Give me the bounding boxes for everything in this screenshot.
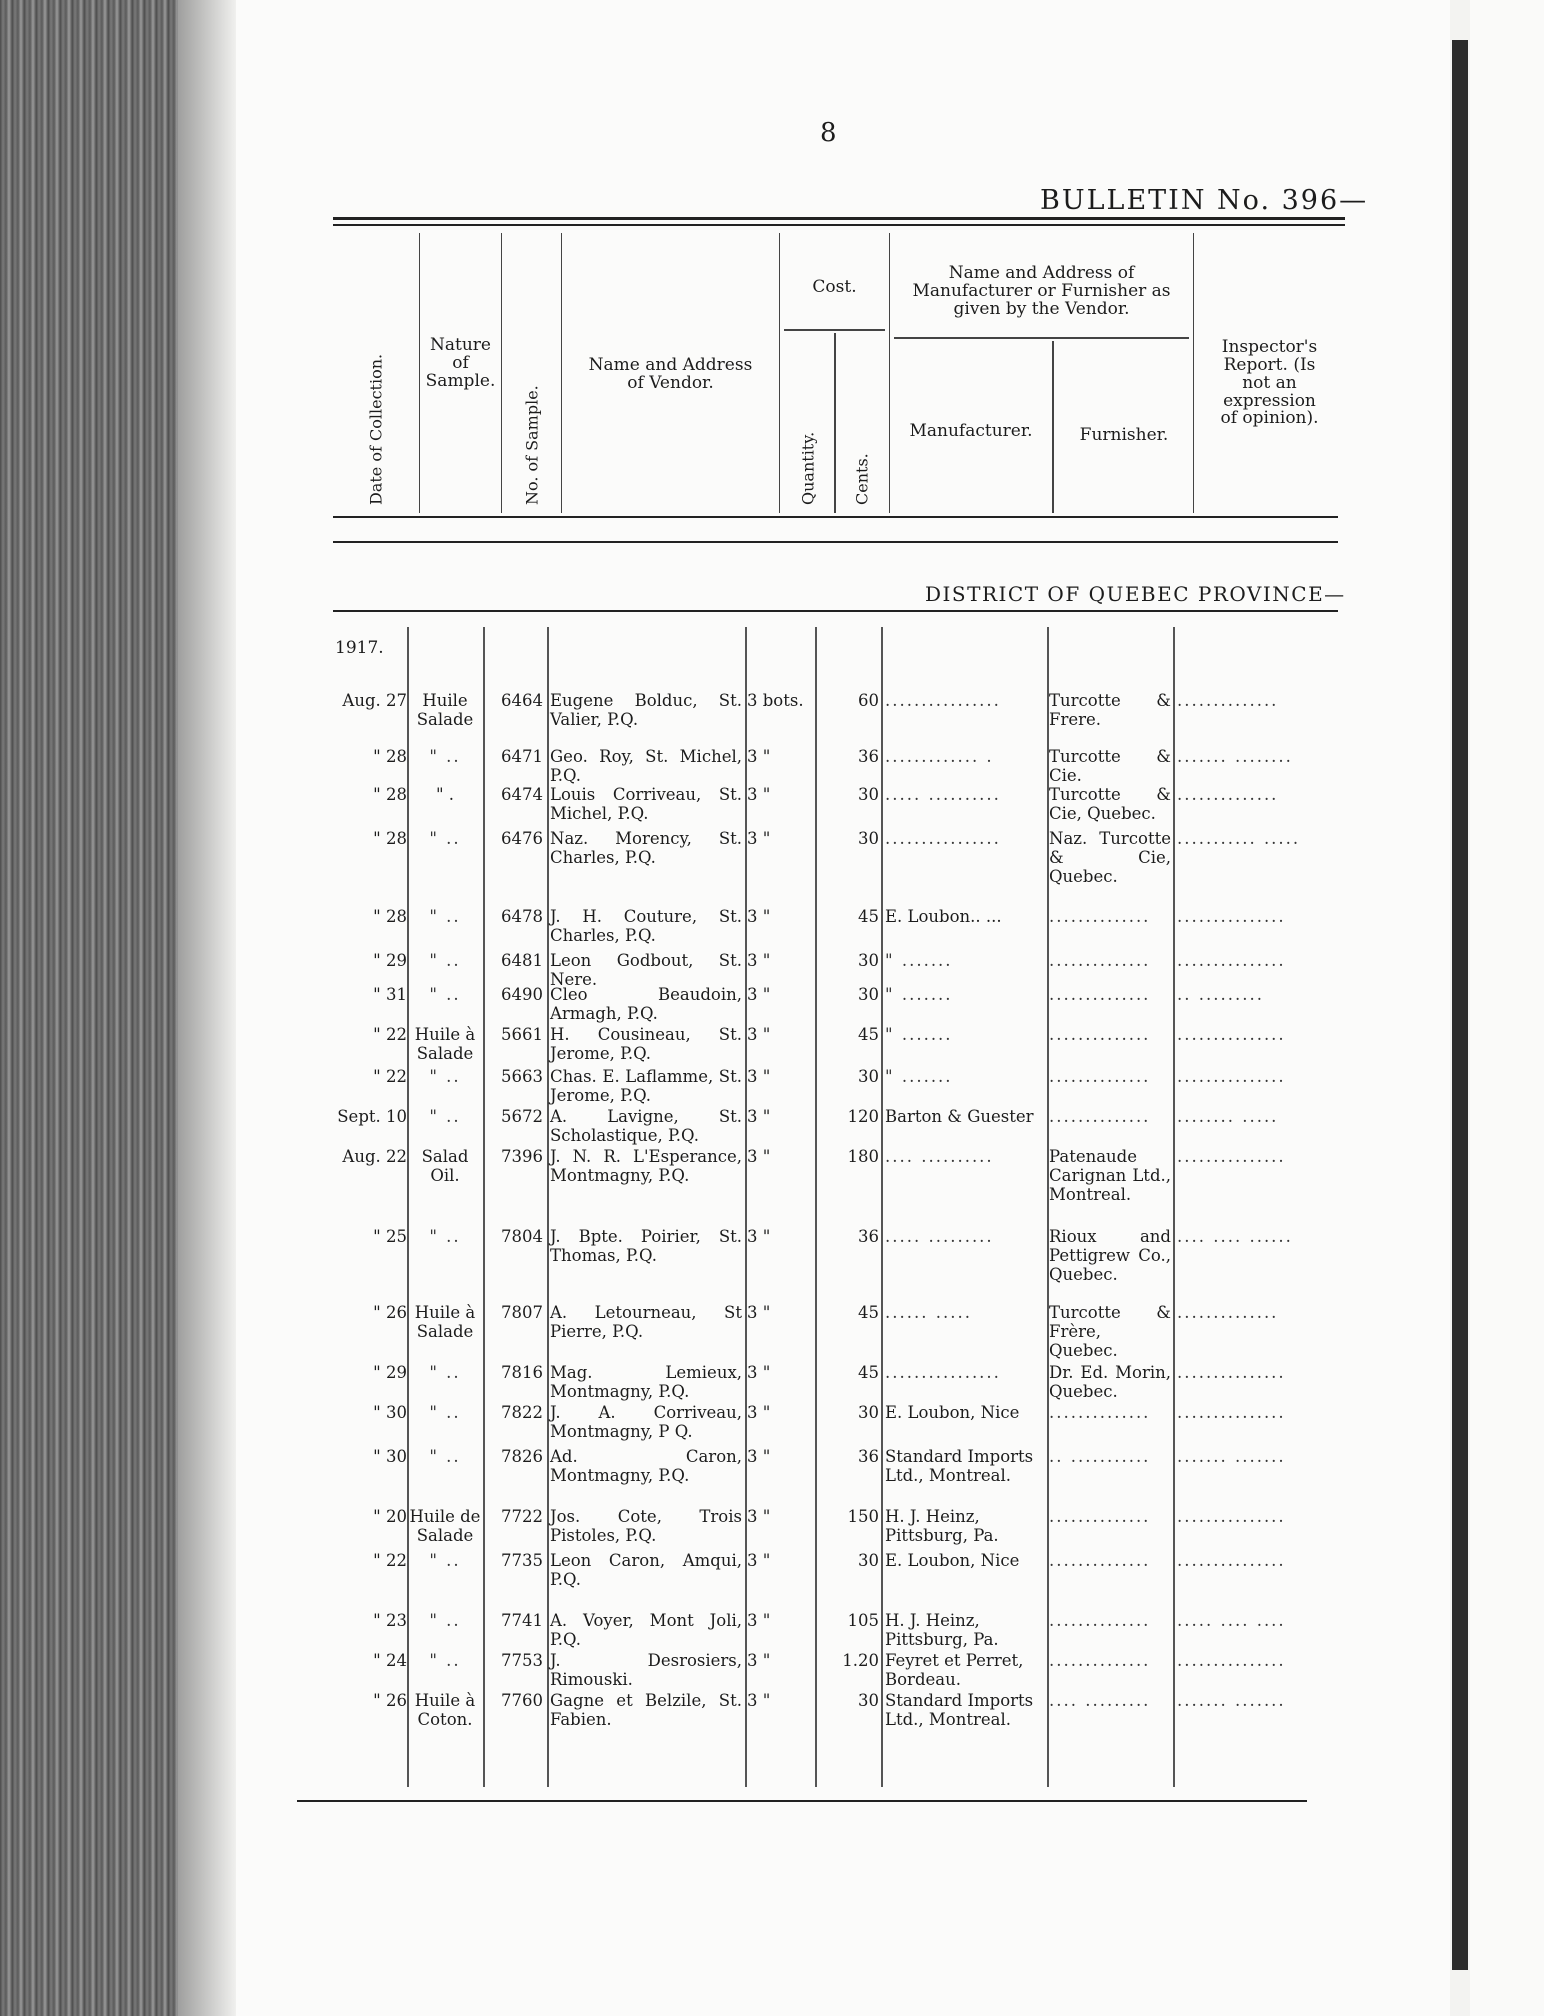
cell-date: " 25 [373,1227,407,1246]
cell-furnisher: Turcotte & Frere. [1049,691,1171,729]
cell-manufacturer: Barton & Guester [885,1107,1034,1126]
cell-cents: 36 [858,1447,879,1466]
cell-date: Sept. 10 [337,1107,407,1126]
cell-furnisher: .............. [1049,1551,1151,1570]
cell-qty: 3 " [747,1551,771,1570]
cell-qty: 3 " [747,1651,771,1670]
cell-cents: 36 [858,1227,879,1246]
cell-furnisher: .... ......... [1049,1691,1151,1710]
header-top-rule [333,217,1345,220]
cell-manufacturer: ..... ......... [885,1227,994,1246]
cell-date: " 22 [373,1067,407,1086]
cell-cents: 30 [858,785,879,804]
cell-qty: 3 " [747,747,771,766]
cell-report: ........... ..... [1177,829,1301,848]
header-number-cell [501,233,561,513]
cell-vendor: Mag. Lemieux, Montmagny, P.Q. [550,1363,742,1401]
cell-date: " 30 [373,1447,407,1466]
cell-vendor: H. Cousineau, St. Jerome, P.Q. [550,1025,742,1063]
cell-manufacturer: H. J. Heinz, Pittsburg, Pa. [885,1611,999,1649]
cell-cents: 60 [858,691,879,710]
table-row [297,1147,1343,1204]
cell-nature: " .. [429,951,461,970]
cell-furnisher: .............. [1049,1067,1151,1086]
cell-nature: " . [435,785,455,804]
cell-report: ............... [1177,907,1286,926]
cell-cents: 120 [847,1107,879,1126]
cell-cents: 30 [858,1403,879,1422]
cell-manufacturer: Feyret et Perret, Bordeau. [885,1651,1024,1689]
header-cost: Cost. [812,277,857,297]
cell-no: 7735 [501,1551,543,1570]
cell-manufacturer: ................ [885,829,1001,848]
cell-date: " 26 [373,1303,407,1322]
cell-date: Aug. 27 [342,691,407,710]
cell-vendor: Eugene Bolduc, St. Valier, P.Q. [550,691,742,729]
cell-date: " 28 [373,785,407,804]
cell-nature: Huile à Salade [414,1025,476,1063]
cell-manufacturer: " ....... [885,1025,953,1044]
cell-report: ............... [1177,1507,1286,1526]
cell-qty: 3 " [747,985,771,1004]
cell-manufacturer: E. Loubon, Nice [885,1403,1020,1422]
year-label: 1917. [335,638,384,658]
table-row [297,1507,1343,1557]
table-bottom-rule [297,1800,1307,1802]
cell-date: " 26 [373,1691,407,1710]
cell-vendor: J. N. R. L'Esperance, Montmagny, P.Q. [550,1147,742,1185]
cell-no: 7396 [501,1147,543,1166]
cell-qty: 3 " [747,1025,771,1044]
cell-no: 5661 [501,1025,543,1044]
cell-vendor: A. Letourneau, St Pierre, P.Q. [550,1303,742,1341]
header-cents: Cents. [852,453,872,505]
cell-vendor: Ad. Caron, Montmagny, P.Q. [550,1447,742,1485]
cell-vendor: Geo. Roy, St. Michel, P.Q. [550,747,742,785]
cell-report: ....... ....... [1177,1691,1286,1710]
cell-no: 7826 [501,1447,543,1466]
cell-no: 6490 [501,985,543,1004]
cell-manufacturer: E. Loubon.. ... [885,907,1002,926]
header-manufacturer-group: Name and Address of Manufacturer or Furnisher as given by the Vendor. [912,263,1171,319]
cell-manufacturer: Standard Imports Ltd., Montreal. [885,1691,1034,1729]
manufacturer-divider [894,337,1189,339]
cell-cents: 180 [847,1147,879,1166]
cell-date: " 22 [373,1551,407,1570]
cell-nature: " .. [429,1611,461,1630]
cell-cents: 30 [858,985,879,1004]
cell-report: .............. [1177,1303,1279,1322]
cell-furnisher: .. ........... [1049,1447,1151,1466]
cell-date: " 28 [373,829,407,848]
cell-vendor: Leon Godbout, St. Nere. [550,951,742,989]
cell-cents: 45 [858,1363,879,1382]
header-manufacturer: Manufacturer. [909,421,1033,441]
header-manufacturer-cell [889,233,1193,513]
cell-date: " 28 [373,747,407,766]
cell-date: " 22 [373,1025,407,1044]
cell-nature: " .. [429,1227,461,1246]
cell-report: ............... [1177,1025,1286,1044]
cell-nature: " .. [429,1067,461,1086]
header-nature: Nature of Sample. [425,335,496,391]
cell-report: ............... [1177,1363,1286,1382]
cell-furnisher: .............. [1049,907,1151,926]
cell-nature: " .. [429,1447,461,1466]
table-header [333,233,1345,513]
cost-split [834,333,836,513]
cell-qty: 3 bots. [747,691,804,710]
cell-nature: " .. [429,907,461,926]
cell-no: 7807 [501,1303,543,1322]
cell-report: ............... [1177,1403,1286,1422]
header-nature-cell [419,233,501,513]
cell-no: 6474 [501,785,543,804]
district-heading: DISTRICT OF QUEBEC PROVINCE— [925,582,1346,606]
cell-qty: 3 " [747,1147,771,1166]
cell-manufacturer: " ....... [885,985,953,1004]
header-report: Inspector's Report. (Is not an expression of opinion). [1220,337,1319,429]
cell-date: " 30 [373,1403,407,1422]
cell-furnisher: Rioux and Pettigrew Co., Quebec. [1049,1227,1171,1284]
table-row [297,1551,1343,1601]
cell-report: ............... [1177,1067,1286,1086]
cell-date: " 28 [373,907,407,926]
bulletin-title: BULLETIN No. 396— [1040,185,1369,216]
cell-manufacturer: .... .......... [885,1147,994,1166]
district-rule [333,610,1338,612]
cell-no: 6464 [501,691,543,710]
cell-manufacturer: " ....... [885,951,953,970]
cell-furnisher: Dr. Ed. Morin, Quebec. [1049,1363,1171,1401]
cell-report: .. ......... [1177,985,1264,1004]
cell-manufacturer: " ....... [885,1067,953,1086]
page-gutter [1452,40,1468,1970]
table-row [297,1447,1343,1497]
table-body [297,627,1343,1802]
cell-nature: " .. [429,747,461,766]
cell-no: 5672 [501,1107,543,1126]
header-report-cell [1193,233,1345,513]
cell-nature: Huile Salade [416,691,474,729]
cell-no: 6471 [501,747,543,766]
cell-cents: 150 [847,1507,879,1526]
cell-manufacturer: ...... ..... [885,1303,972,1322]
cell-manufacturer: ................ [885,691,1001,710]
cell-nature: " .. [429,1651,461,1670]
cell-furnisher: .............. [1049,1025,1151,1044]
cell-report: ............... [1177,1551,1286,1570]
cell-vendor: Louis Corriveau, St. Michel, P.Q. [550,785,742,823]
cell-no: 7753 [501,1651,543,1670]
table-row [297,1691,1343,1741]
cell-nature: " .. [429,1107,461,1126]
cell-no: 7816 [501,1363,543,1382]
cell-cents: 105 [847,1611,879,1630]
cell-report: ..... .... .... [1177,1611,1286,1630]
cell-no: 7741 [501,1611,543,1630]
table-row [297,1303,1343,1360]
table-row [297,785,1343,835]
cell-cents: 1.20 [842,1651,879,1670]
cell-report: ............... [1177,1651,1286,1670]
header-date-cell [333,233,419,513]
cell-qty: 3 " [747,1067,771,1086]
cell-qty: 3 " [747,785,771,804]
cell-furnisher: .............. [1049,1403,1151,1422]
cell-no: 6481 [501,951,543,970]
cell-qty: 3 " [747,829,771,848]
cell-date: " 29 [373,1363,407,1382]
cell-nature: " .. [429,1363,461,1382]
table-row [297,1227,1343,1284]
header-date: Date of Collection. [366,353,386,505]
next-page-edge [1470,0,1544,2016]
cell-report: .............. [1177,785,1279,804]
cell-manufacturer: Standard Imports Ltd., Montreal. [885,1447,1034,1485]
cell-qty: 3 " [747,1447,771,1466]
header-quantity: Quantity. [798,431,818,505]
cell-vendor: A. Lavigne, St. Scholastique, P.Q. [550,1107,742,1145]
cell-no: 7804 [501,1227,543,1246]
cell-furnisher: Turcotte & Frère, Quebec. [1049,1303,1171,1360]
cell-no: 5663 [501,1067,543,1086]
cell-qty: 3 " [747,951,771,970]
cell-vendor: Chas. E. Laflamme, St. Jerome, P.Q. [550,1067,742,1105]
table-row [297,829,1343,886]
cell-date: " 20 [373,1507,407,1526]
cell-furnisher: Patenaude Carignan Ltd., Montreal. [1049,1147,1171,1204]
cell-manufacturer: ................ [885,1363,1001,1382]
header-top-rule-2 [333,224,1345,226]
cell-qty: 3 " [747,1107,771,1126]
cell-vendor: Jos. Cote, Trois Pistoles, P.Q. [550,1507,742,1545]
page-number: 8 [820,118,837,148]
cell-qty: 3 " [747,1403,771,1422]
cell-qty: 3 " [747,1691,771,1710]
cell-cents: 30 [858,829,879,848]
cell-qty: 3 " [747,1363,771,1382]
cell-furnisher: .............. [1049,1507,1151,1526]
cell-nature: " .. [429,985,461,1004]
cell-date: " 24 [373,1651,407,1670]
cell-nature: Huile à Salade [414,1303,476,1341]
cell-report: ............... [1177,951,1286,970]
cell-manufacturer: E. Loubon, Nice [885,1551,1020,1570]
cell-nature: " .. [429,1551,461,1570]
cell-vendor: J. Bpte. Poirier, St. Thomas, P.Q. [550,1227,742,1265]
table-row [297,691,1343,741]
cell-date: " 23 [373,1611,407,1630]
header-vendor: Name and Address of Vendor. [588,355,753,393]
cell-report: .............. [1177,691,1279,710]
header-bottom-rule-2 [333,541,1338,543]
cell-furnisher: Naz. Turcotte & Cie, Quebec. [1049,829,1171,886]
cell-vendor: Cleo Beaudoin, Armagh, P.Q. [550,985,742,1023]
cell-report: ............... [1177,1147,1286,1166]
table-row [297,907,1343,957]
cell-qty: 3 " [747,1303,771,1322]
cell-vendor: A. Voyer, Mont Joli, P.Q. [550,1611,742,1649]
cell-manufacturer: ..... .......... [885,785,1001,804]
cell-cents: 45 [858,1025,879,1044]
cell-furnisher: .............. [1049,951,1151,970]
cell-date: " 29 [373,951,407,970]
cell-cents: 30 [858,1551,879,1570]
cell-nature: " .. [429,829,461,848]
cell-date: " 31 [373,985,407,1004]
cell-qty: 3 " [747,907,771,926]
header-cost-cell [779,233,889,513]
cell-cents: 36 [858,747,879,766]
cell-furnisher: .............. [1049,985,1151,1004]
cell-no: 6478 [501,907,543,926]
book-spine [0,0,178,2016]
header-bottom-rule [333,516,1338,518]
cell-vendor: J. H. Couture, St. Charles, P.Q. [550,907,742,945]
table-row [297,1403,1343,1453]
cell-manufacturer: ............. . [885,747,994,766]
cell-cents: 30 [858,951,879,970]
cell-nature: " .. [429,1403,461,1422]
cell-vendor: Leon Caron, Amqui, P.Q. [550,1551,742,1589]
cell-report: ........ ..... [1177,1107,1279,1126]
cell-no: 7822 [501,1403,543,1422]
cell-no: 7722 [501,1507,543,1526]
header-vendor-cell [561,233,779,513]
cell-vendor: J. A. Corriveau, Montmagny, P Q. [550,1403,742,1441]
cell-nature: Huile à Coton. [414,1691,476,1729]
cell-no: 6476 [501,829,543,848]
cell-cents: 45 [858,907,879,926]
cell-report: ....... ....... [1177,1447,1286,1466]
cell-nature: Salad Oil. [421,1147,469,1185]
cell-manufacturer: H. J. Heinz, Pittsburg, Pa. [885,1507,999,1545]
cell-cents: 30 [858,1691,879,1710]
cell-furnisher: .............. [1049,1651,1151,1670]
cell-furnisher: .............. [1049,1107,1151,1126]
header-furnisher: Furnisher. [1079,425,1169,445]
cell-vendor: Gagne et Belzile, St. Fabien. [550,1691,742,1729]
cell-qty: 3 " [747,1611,771,1630]
cost-divider [784,329,885,331]
cell-no: 7760 [501,1691,543,1710]
cell-cents: 45 [858,1303,879,1322]
cell-vendor: Naz. Morency, St. Charles, P.Q. [550,829,742,867]
cell-report: .... .... ...... [1177,1227,1293,1246]
cell-report: ....... ........ [1177,747,1293,766]
cell-qty: 3 " [747,1507,771,1526]
cell-furnisher: Turcotte & Cie, Quebec. [1049,785,1171,823]
cell-nature: Huile de Salade [409,1507,481,1545]
cell-furnisher: Turcotte & Cie. [1049,747,1171,785]
cell-furnisher: .............. [1049,1611,1151,1630]
cell-date: Aug. 22 [342,1147,407,1166]
cell-qty: 3 " [747,1227,771,1246]
cell-vendor: J. Desrosiers, Rimouski. [550,1651,742,1689]
cell-cents: 30 [858,1067,879,1086]
header-number: No. of Sample. [522,385,541,505]
